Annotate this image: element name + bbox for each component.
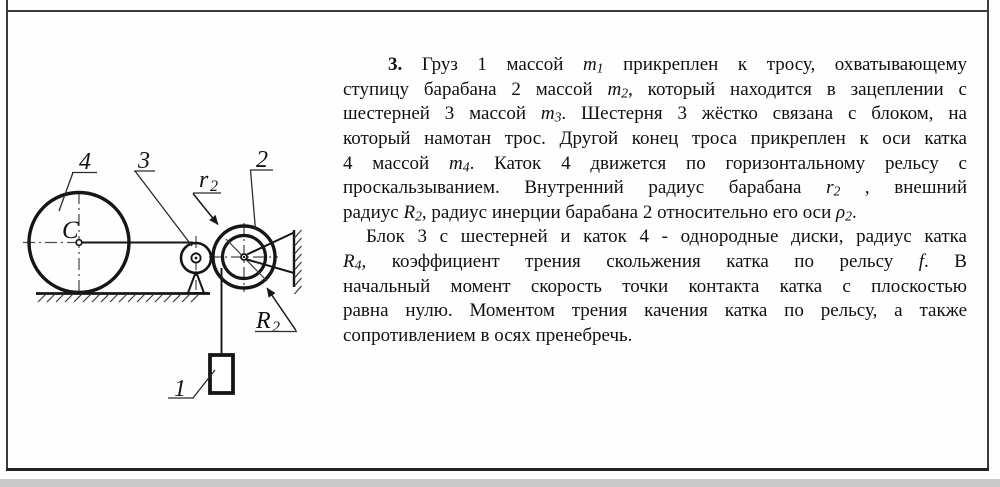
- text-segment: 2: [621, 85, 629, 101]
- label-outer-radius-sub: 2: [272, 319, 280, 336]
- text-line: [343, 275, 967, 300]
- text-segment: 2: [833, 183, 841, 199]
- text-segment: шестерней 3 массой: [343, 103, 541, 125]
- text-line: [343, 176, 967, 201]
- text-segment: 4: [354, 257, 362, 273]
- text-segment: 3: [554, 109, 562, 125]
- label-center-c: C: [62, 217, 79, 244]
- label-inner-radius: r: [199, 167, 209, 193]
- text-segment: ступицу барабана 2 массой: [343, 78, 608, 100]
- text-segment: проскальзыванием. Внутренний радиус барабана: [343, 177, 827, 199]
- text-segment: . В: [924, 251, 967, 273]
- label-inner-radius-sub: 2: [210, 178, 218, 195]
- gear-hub-dot: [195, 257, 198, 260]
- text-segment: m: [607, 78, 622, 100]
- text-line: [343, 78, 967, 103]
- text-segment: сопротивлением в осях пренебречь.: [343, 325, 633, 347]
- text-segment: , радиус инерции барабана 2 относительно его оси: [421, 201, 837, 223]
- text-segment: m: [582, 54, 597, 75]
- label-gear-leader: [134, 171, 192, 246]
- label-load-1: 1: [174, 376, 186, 402]
- text-segment: m: [448, 152, 463, 174]
- text-segment: , который находится в зацеплении с: [628, 78, 967, 100]
- text-segment: 4: [462, 159, 470, 175]
- text-segment: 1: [596, 60, 604, 76]
- label-roller-4: 4: [79, 149, 91, 175]
- text-segment: . Шестерня 3 жёстко связана с блоком, на: [561, 103, 967, 125]
- text-line: [343, 127, 967, 152]
- text-segment: m: [540, 103, 555, 125]
- center-lines: [23, 192, 278, 297]
- drum-hub-dot: [243, 256, 245, 258]
- paragraph: [343, 53, 967, 225]
- text-line: [343, 299, 967, 324]
- text-line: [343, 250, 967, 275]
- text-segment: R: [343, 251, 355, 273]
- ground-hatching: [38, 294, 199, 302]
- text-segment: , коэффициент трения скольжения катка по рельсу: [361, 251, 919, 273]
- label-gear-3: 3: [138, 148, 150, 174]
- text-line: [343, 225, 967, 250]
- text-segment: начальный момент скорость точки контакта катка с плоскостью: [343, 275, 967, 297]
- text-segment: R: [403, 201, 416, 223]
- paragraph: [343, 225, 967, 348]
- text-line: [343, 102, 967, 127]
- text-segment: Груз 1 массой: [402, 54, 583, 75]
- text-segment: радиус: [343, 201, 404, 223]
- text-segment: 4 массой: [343, 152, 449, 174]
- text-line: [343, 152, 967, 177]
- text-segment: . Каток 4 движется по горизонтальному рельсу с: [469, 152, 967, 174]
- text-segment: r: [826, 177, 834, 199]
- load-1-rect: [210, 355, 233, 393]
- inner-radius-arrow: [193, 194, 218, 225]
- text-segment: прикреплен к тросу, охватывающему: [603, 54, 967, 75]
- text-segment: 2: [845, 208, 853, 224]
- text-segment: .: [852, 201, 857, 223]
- text-segment: который намотан трос. Другой конец троса прикреплен к оси катка: [343, 127, 967, 149]
- label-drum-2: 2: [256, 147, 268, 173]
- text-segment: равна нулю. Моментом трения качения катка по рельсу, а также: [343, 300, 967, 322]
- label-outer-radius: R: [256, 308, 271, 334]
- text-segment: 2: [415, 208, 422, 224]
- text-line: [343, 324, 967, 349]
- text-segment: Блок 3 с шестерней и каток 4 - однородные диски, радиус катка: [366, 226, 967, 248]
- text-segment: ρ: [836, 201, 846, 223]
- text-segment: , внешний: [840, 177, 967, 199]
- text-line: [343, 53, 967, 78]
- text-segment: f: [918, 251, 925, 273]
- label-drum-leader: [250, 170, 273, 230]
- problem-text: [343, 53, 967, 349]
- text-segment: 3.: [388, 54, 403, 75]
- wall-hatching: [295, 230, 302, 294]
- text-line: [343, 201, 967, 226]
